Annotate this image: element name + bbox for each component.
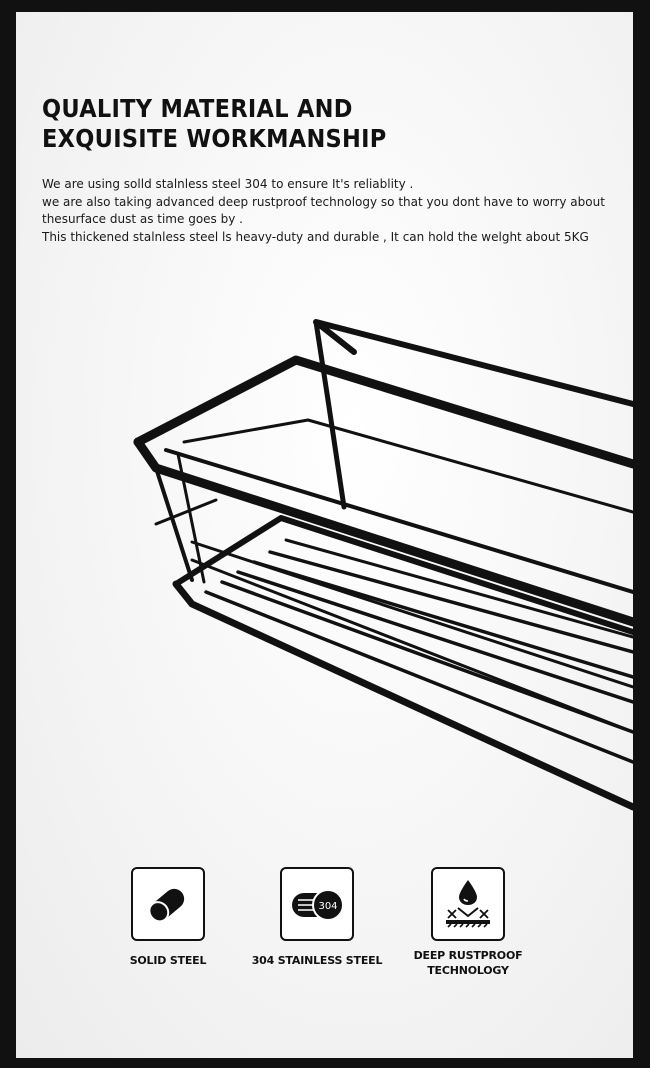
description [42, 176, 612, 246]
page-title [42, 94, 387, 154]
stainless-304-icon [280, 867, 354, 941]
rustproof-drop-icon [431, 867, 505, 941]
rack-back-frame [316, 322, 633, 404]
rack-top-rim [138, 360, 633, 464]
product-panel [16, 12, 633, 1058]
feature-label-line-1: DEEP RUSTPROOF [413, 949, 523, 962]
solid-steel-rod-icon [131, 867, 205, 941]
feature-label: SOLID STEEL [129, 954, 207, 967]
feature-label-line-2: TECHNOLOGY [427, 964, 509, 977]
feature-list [16, 867, 633, 1007]
description-line-3: This thickened stalnless steel ls heavy-duty and durable , It can hold the welght about 5KG [42, 229, 589, 244]
feature-solid-steel [93, 867, 243, 968]
description-line-1: We are using solld stalnless steel 304 to ensure It's reliablity . [42, 177, 414, 191]
title-line-2: EXQUISITE WORKMANSHIP [42, 124, 387, 153]
description-line-2: we are also taking advanced deep rustproof technology so that you dont have to worry about thesurface dust as time goes by . [42, 194, 605, 227]
feature-deep-rustproof [393, 867, 543, 978]
feature-label: 304 STAINLESS STEEL [251, 954, 383, 967]
wire-rack-image [16, 292, 633, 832]
badge-304-text: 304 [318, 901, 338, 912]
feature-label [393, 948, 543, 978]
feature-304-stainless [242, 867, 392, 968]
title-line-1: QUALITY MATERIAL AND [42, 94, 353, 123]
